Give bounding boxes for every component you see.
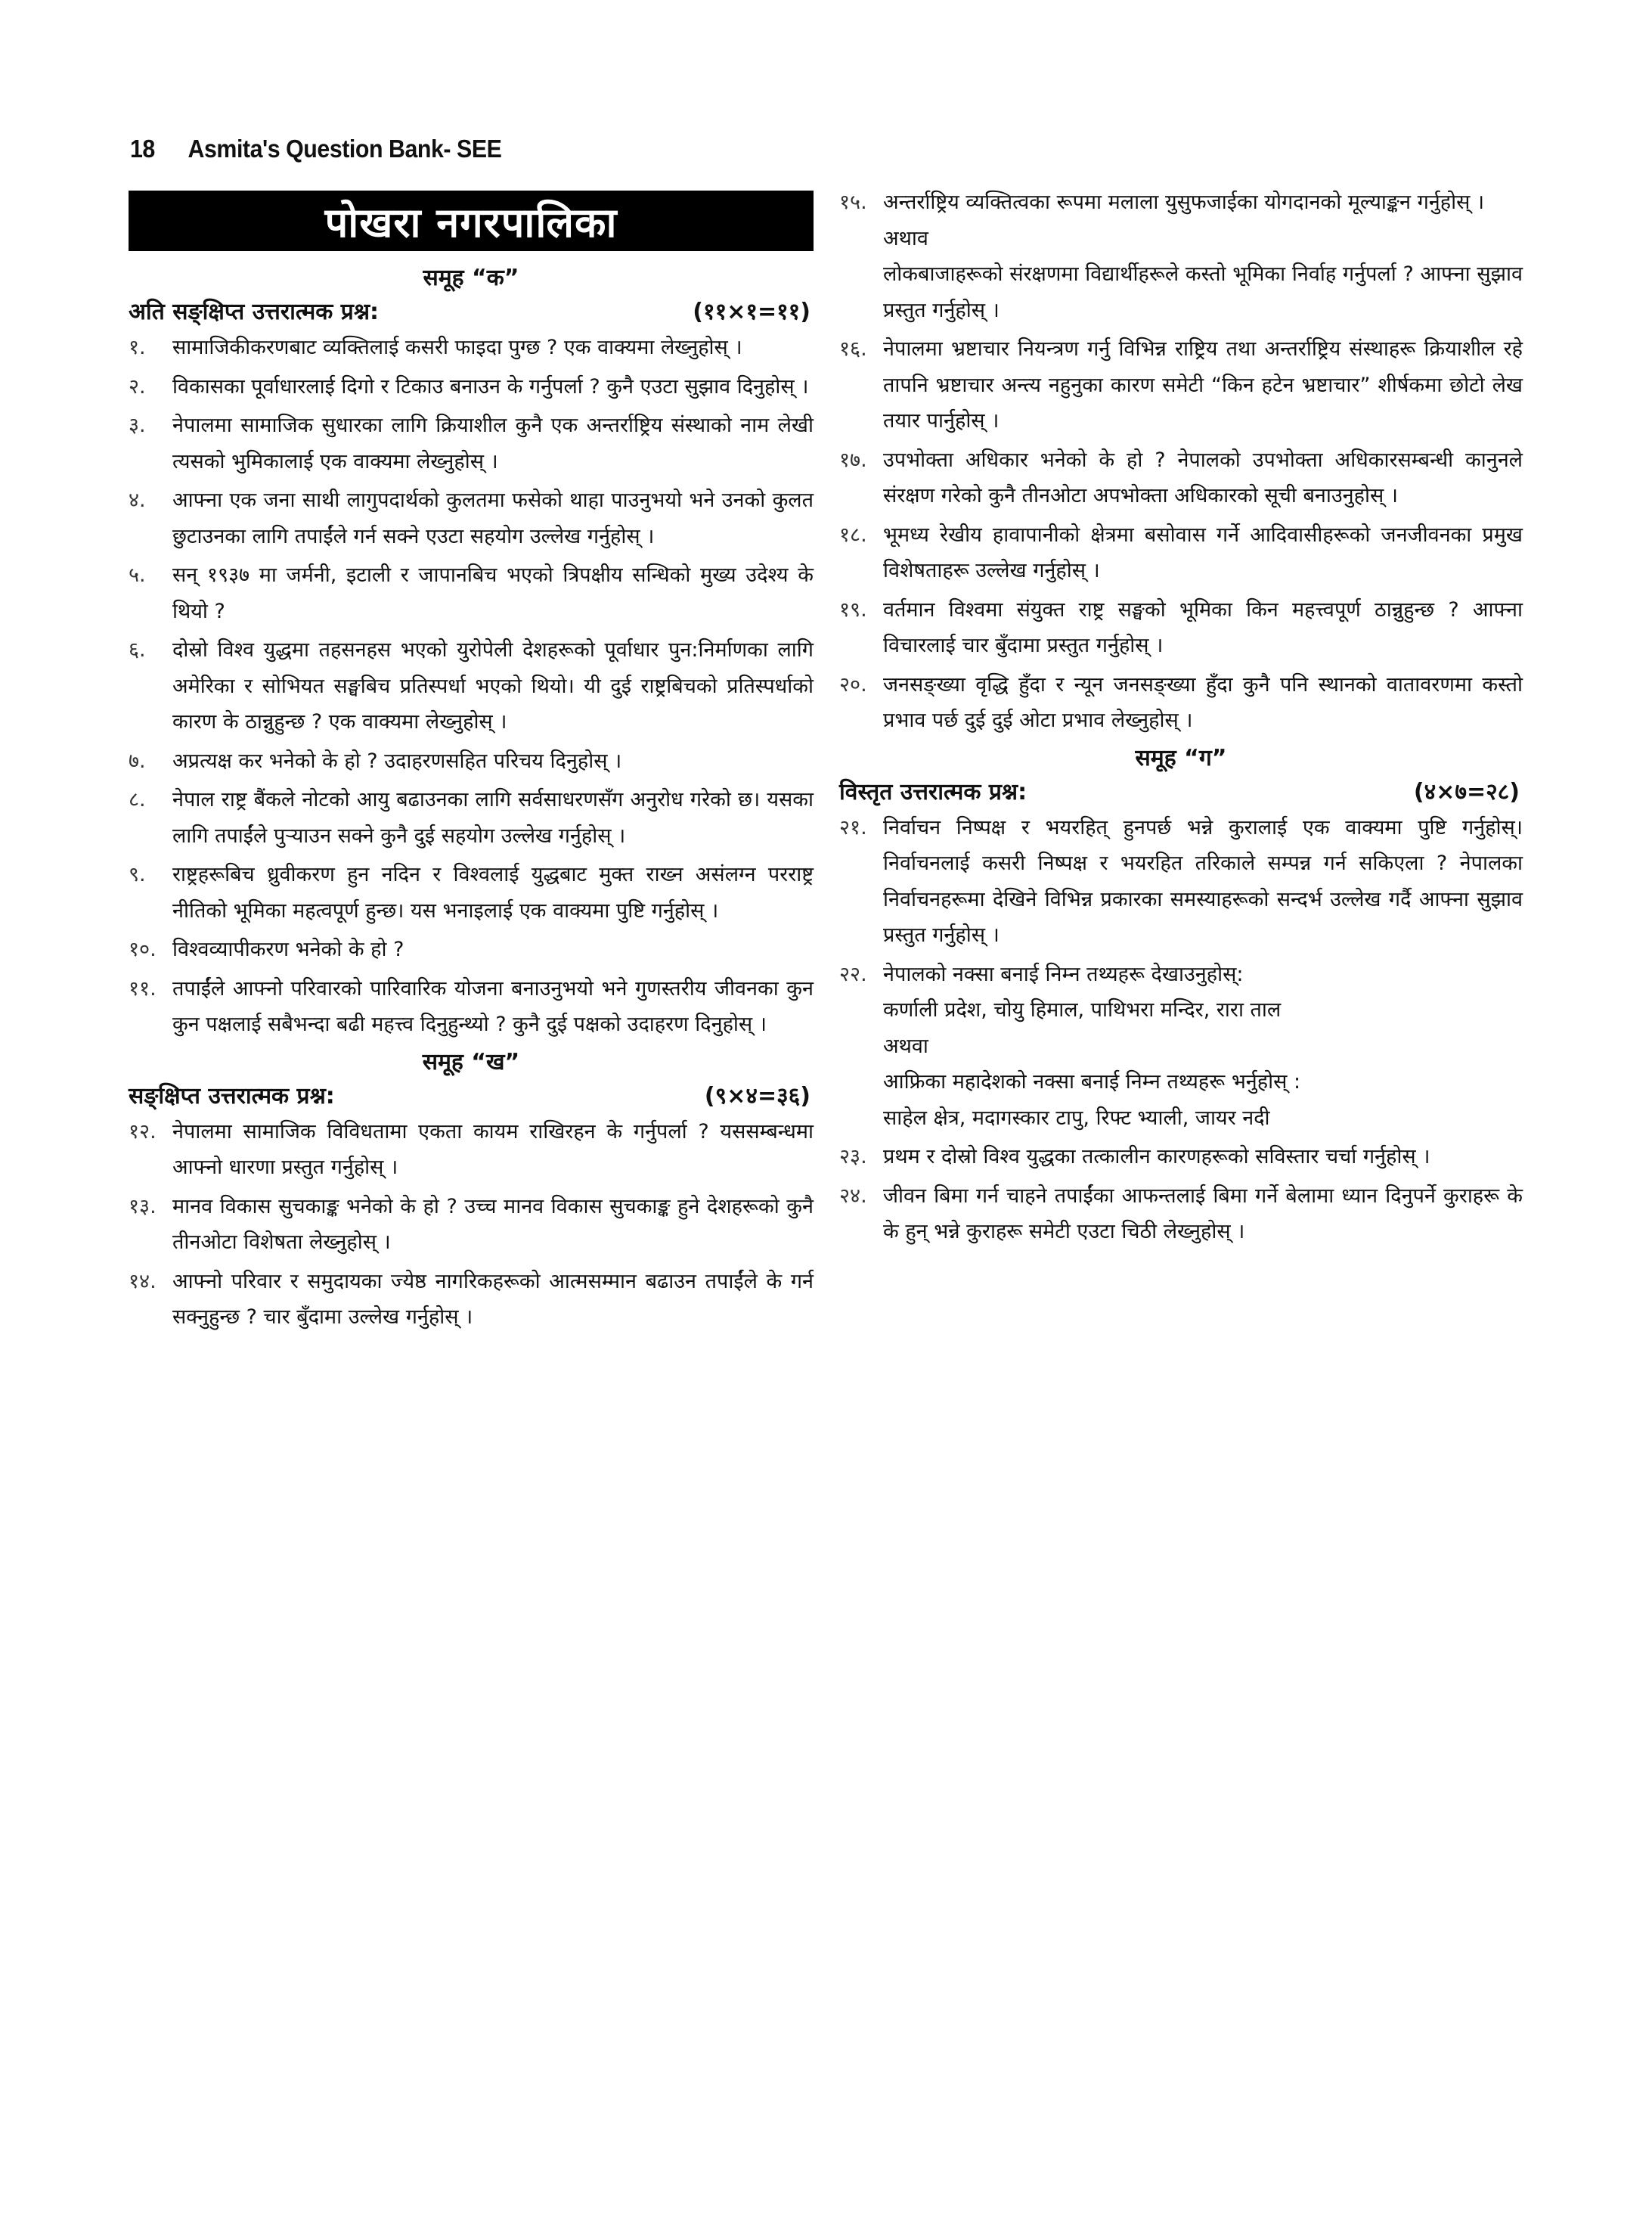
alternative-question-text: लोकबाजाहरूको संरक्षणमा विद्यार्थीहरूले कस्तो भूमिका निर्वाह गर्नुपर्ला ? आफ्ना सुझाव प्रस्तुत गर्नुहोस् । [883,262,1523,322]
question-text: सामाजिकीकरणबाट व्यक्तिलाई कसरी फाइदा पुग्छ ? एक वाक्यमा लेख्नुहोस् । [172,336,742,359]
question-number: १४. [129,1269,157,1293]
question-text: विकासका पूर्वाधारलाई दिगो र टिकाउ बनाउन के गर्नुपर्ला ? कुनै एउटा सुझाव दिनुहोस् । [172,374,809,399]
group-kha-title: समूह “ख” [422,1048,520,1075]
question-text: नेपालमा सामाजिक विविधतामा एकता कायम राखिरहन के गर्नुपर्ला ? यससम्बन्धमा आफ्नो धारणा प्रस्तुत गर्नुहोस् । [172,1119,814,1179]
question-number: ९. [129,863,146,886]
map-items: कर्णाली प्रदेश, चोयु हिमाल, पाथिभरा मन्दिर, रारा ताल [883,998,1282,1022]
right-column [839,185,1523,1253]
question-item [129,971,814,1043]
question-text: दोस्रो विश्व युद्धमा तहसनहस भएको युरोपेली देशहरूको पूर्वाधार पुन:निर्माणका लागि अमेरिका र सोभियत सङ्घबिच प्रतिस्पर्धा भएको थियो। यी दुई राष्ट्रबिचको प्रतिस्पर्धाको कारण के ठान्नुहुन्छ ? एक वाक्यमा लेख्नुहोस् । [172,638,814,734]
question-item [129,743,814,780]
section-label: सङ्क्षिप्त उत्तरात्मक प्रश्न: [129,1082,335,1109]
question-number: २१. [839,815,867,839]
question-text: भूमध्य रेखीय हावापानीको क्षेत्रमा बसोवास गर्ने आदिवासीहरूको जनजीवनका प्रमुख विशेषताहरू उल्लेख गर्नुहोस् । [883,523,1523,582]
question-text: आफ्ना एक जना साथी लागुपदार्थको कुलतमा फसेको थाहा पाउनुभयो भने उनको कुलत छुटाउनका लागि तपाईंले गर्न सक्ने एउटा सहयोग उल्लेख गर्नुहोस् । [172,489,814,548]
page-number: 18 [130,135,155,163]
question-text: नेपालमा भ्रष्टाचार नियन्त्रण गर्नु विभिन्न राष्ट्रिय तथा अन्तर्राष्ट्रिय संस्थाहरू क्रियाशील रहे तापनि भ्रष्टाचार अन्त्य नहुनुका कारण समेटी “किन हटेन भ्रष्टाचार” शीर्षकमा छोटो लेख तयार पार्नुहोस् । [883,337,1523,433]
section-marks: (११×१=११) [693,299,811,325]
question-number: ५. [129,563,146,587]
question-text: निर्वाचन निष्पक्ष र भयरहित् हुनपर्छ भन्ने कुरालाई एक वाक्यमा पुष्टि गर्नुहोस्। निर्वाचनलाई कसरी निष्पक्ष र भयरहित तरिकाले सम्पन्न गर्न सकिएला ? नेपालका निर्वाचनहरूमा देखिने विभिन्न प्रकारका समस्याहरूको सन्दर्भ उल्लेख गर्दै आफ्ना सुझाव प्रस्तुत गर्नुहोस् । [883,815,1523,947]
question-text: जीवन बिमा गर्न चाहने तपाईंका आफन्तलाई बिमा गर्ने बेलामा ध्यान दिनुपर्ने कुराहरू के के हुन् भन्ने कुराहरू समेटी एउटा चिठी लेख्नुहोस् । [883,1184,1523,1243]
question-item [839,667,1523,739]
question-text: विश्वव्यापीकरण भनेको के हो ? [172,938,404,961]
question-number: १९. [839,597,867,622]
question-item [129,1264,814,1336]
question-number: १०. [129,938,157,961]
group-kha-section-heading [129,1079,814,1114]
question-item [129,408,814,479]
question-item [129,557,814,629]
question-number: १७. [839,448,867,472]
question-number: १३. [129,1194,157,1218]
question-number: १. [129,336,146,359]
question-text: जनसङ्ख्या वृद्धि हुँदा र न्यून जनसङ्ख्या हुँदा कुनै पनि स्थानको वातावरणमा कस्तो प्रभाव पर्छ दुई दुई ओटा प्रभाव लेख्नुहोस् । [883,672,1523,732]
question-item [839,517,1523,589]
question-text: सन् १९३७ मा जर्मनी, इटाली र जापानबिच भएको त्रिपक्षीय सन्धिको मुख्य उदेश्य के थियो ? [172,563,814,623]
question-item [129,330,814,366]
alternative-map-items: साहेल क्षेत्र, मदागस्कार टापु, रिफ्ट भ्याली, जायर नदी [883,1106,1270,1130]
question-number: २२. [839,962,867,986]
question-item [129,632,814,740]
or-label: अथवा [883,1034,928,1058]
question-item [839,592,1523,664]
question-number: ७. [129,749,146,773]
question-item [129,482,814,554]
or-label: अथाव [883,226,928,250]
book-title: Asmita's Question Bank- SEE [188,135,502,163]
question-item [129,782,814,854]
question-item [129,932,814,968]
left-column [129,191,814,1339]
exam-title-banner [129,191,814,251]
question-text: तपाईंले आफ्नो परिवारको पारिवारिक योजना बनाउनुभयो भने गुणस्तरीय जीवनका कुन कुन पक्षलाई सबैभन्दा बढी महत्त्व दिनुहुन्थ्यो ? कुनै दुई पक्षको उदाहरण दिनुहोस् । [172,976,814,1036]
question-number: १२. [129,1119,157,1143]
section-marks: (९×४=३६) [704,1082,811,1109]
question-item [839,1139,1523,1175]
question-item [129,1189,814,1261]
question-number: २३. [839,1145,867,1168]
question-item [839,1178,1523,1250]
question-item [839,957,1523,1137]
question-number: ११. [129,976,157,1001]
running-header [130,135,501,163]
question-item [839,185,1523,328]
question-text: मानव विकास सुचकाङ्क भनेको के हो ? उच्च मानव विकास सुचकाङ्क हुने देशहरूको कुनै तीनओटा विशेषता लेख्नुहोस् । [172,1194,814,1254]
group-ka-section-heading [129,295,814,330]
question-number: १८. [839,523,867,547]
alternative-question-text: आफ्रिका महादेशको नक्सा बनाई निम्न तथ्यहरू भर्नुहोस् : [883,1070,1301,1094]
question-item [839,442,1523,514]
question-text: अन्तर्राष्ट्रिय व्यक्तित्वका रूपमा मलाला युसुफजाईका योगदानको मूल्याङ्कन गर्नुहोस् । [883,191,1485,214]
question-number: ३. [129,414,146,437]
section-marks: (४×७=२८) [1413,778,1520,805]
question-text: राष्ट्रहरूबिच ध्रुवीकरण हुन नदिन र विश्वलाई युद्धबाट मुक्त राख्न असंलग्न परराष्ट्र नीतिको भूमिका महत्वपूर्ण हुन्छ। यस भनाइलाई एक वाक्यमा पुष्टि गर्नुहोस् । [172,863,814,923]
question-item [129,857,814,929]
question-text: अप्रत्यक्ष कर भनेको के हो ? उदाहरणसहित परिचय दिनुहोस् । [172,749,622,773]
question-item [129,1114,814,1186]
question-text: आफ्नो परिवार र समुदायका ज्येष्ठ नागरिकहरूको आत्मसम्मान बढाउन तपाईंले के गर्न सक्नुहुन्छ ? चार बुँदामा उल्लेख गर्नुहोस् । [172,1269,814,1329]
section-label: अति सङ्क्षिप्त उत्तरात्मक प्रश्न: [129,299,380,325]
group-ka-title: समूह “क” [423,265,519,291]
question-number: १६. [839,337,867,361]
question-text: वर्तमान विश्वमा संयुक्त राष्ट्र सङ्घको भूमिका किन महत्त्वपूर्ण ठान्नुहुन्छ ? आफ्ना विचारलाई चार बुँदामा प्रस्तुत गर्नुहोस् । [883,597,1523,657]
question-text: नेपालमा सामाजिक सुधारका लागि क्रियाशील कुनै एक अन्तर्राष्ट्रिय संस्थाको नाम लेखी त्यसको भुमिकालाई एक वाक्यमा लेख्नुहोस् । [172,414,814,473]
section-label: विस्तृत उत्तरात्मक प्रश्न: [839,778,1027,805]
question-text: उपभोक्ता अधिकार भनेको के हो ? नेपालको उपभोक्ता अधिकारसम्बन्धी कानुनले संरक्षण गरेको कुनै तीनओटा अपभोक्ता अधिकारको सूची बनाउनुहोस् । [883,448,1523,507]
group-ga-title: समूह “ग” [1135,744,1227,771]
question-number: २४. [839,1184,867,1208]
question-number: २. [129,374,146,399]
question-text: नेपाल राष्ट्र बैंकले नोटको आयु बढाउनका लागि सर्वसाधरणसँग अनुरोध गरेको छ। यसका लागि तपाईंले पुऱ्याउन सक्ने कुनै दुई सहयोग उल्लेख गर्नुहोस् । [172,788,814,848]
exam-title: पोखरा नगरपालिका [324,199,618,247]
group-ga-section-heading [839,775,1523,810]
question-number: १५. [839,191,867,214]
question-item [839,331,1523,439]
question-number: ४. [129,489,146,512]
question-item [839,810,1523,954]
question-number: २०. [839,672,867,697]
question-number: ८. [129,788,146,811]
question-number: ६. [129,638,146,662]
question-item [129,369,814,405]
question-text: नेपालको नक्सा बनाई निम्न तथ्यहरू देखाउनुहोस्: [883,962,1244,986]
question-text: प्रथम र दोस्रो विश्व युद्धका तत्कालीन कारणहरूको सविस्तार चर्चा गर्नुहोस् । [883,1145,1430,1168]
